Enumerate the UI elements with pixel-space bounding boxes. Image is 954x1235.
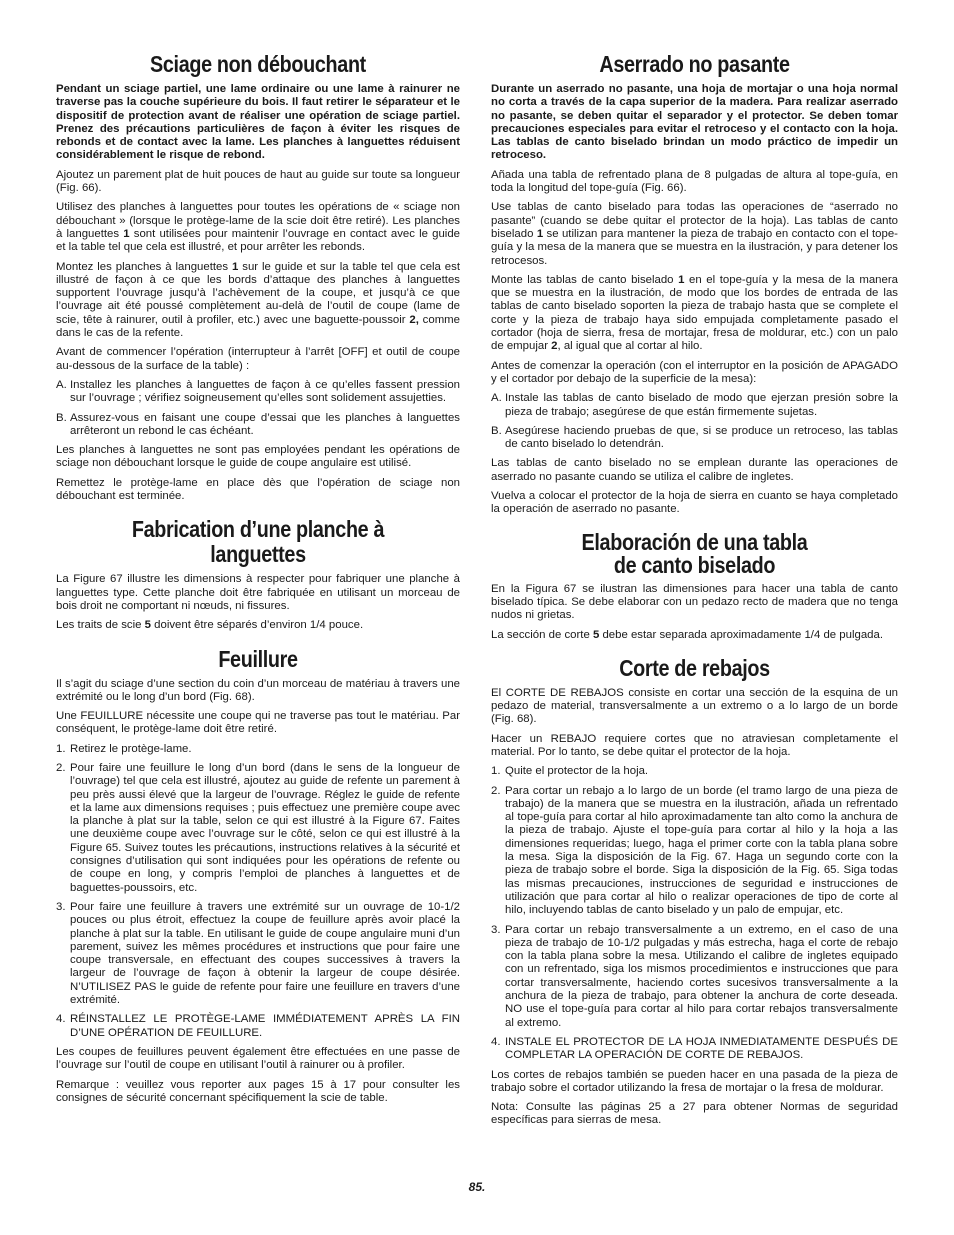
list-item (491, 392, 898, 419)
heading-fabrication-planche: Fabrication d’une planche à languettes (131, 516, 385, 568)
paragraph: Las tablas de canto biselado no se emplean durante las operaciones de aserrado no pasante cuando se utiliza el calibre de ingletes. (491, 457, 898, 483)
text: en el tope-guía y la mesa de la manera que se muestra en la ilustración, de modo que los bordes de entrada de las tablas de canto biselado soporten la pieza de trabajo hasta que se complete el corte y la pieza de trabajo haya sido empujada completamente pasado el cortador (hoja de sierra, fresa de mortajar, fresa de moldurar, etc.) con un palo de empujar (491, 273, 898, 353)
heading-corte-de-rebajos: Corte de rebajos (619, 654, 770, 681)
text: Utilisez des planches à languettes pour toutes les opérations de « sciage non débouchant » (lorsque le protège-lame de la scie doit être retiré). Les planches à languettes (56, 201, 460, 240)
list-marker: 3. (56, 900, 66, 913)
text: sont utilisées pour maintenir l’ouvrage en contact avec le guide et la table tel que cela est illustré, et pour arrêter les rebonds. (56, 227, 461, 254)
list-item (491, 765, 898, 778)
text: comme dans le cas de la refente. (56, 313, 461, 340)
list-item (491, 1036, 898, 1063)
heading-sciage-non-debouchant: Sciage non débouchant (150, 51, 366, 77)
list-text: Pour faire une feuillure le long d’un bord (dans le sens de la longueur de l’ouvrage) tel que cela est illustré, ajoutez au guide de refente un parement à peu près aussi élevé que la largeur de l’ouvrage. Réglez le guide de refente et la lame aux dimensions requises ; puis effectuez une première coupe avec la planche à plat sur la table, selon ce qui est illustré à la Figure 67. Faites une deuxième coupe avec l’ouvrage sur le côté, selon ce qui est illustré à la Figure 65. Suivez toutes les précautions, instructions relatives à la sécurité et consignes d’utilisation qui sont indiquées pour les opérations de refente ou de coupe en long, y compris l’emploi de planches à languettes et de baguettes-poussoirs, etc. (70, 761, 460, 894)
list-item (491, 924, 898, 1030)
paragraph: Antes de comenzar la operación (con el interruptor en la posición de APAGADO y el cortador por debajo de la superficie de la mesa): (491, 359, 898, 385)
text: se utilizan para mantener la pieza de trabajo en contacto con el tope-guía y la mesa de la manera que se muestra en la ilustración, y para detener los retrocesos. (491, 227, 898, 267)
list-item (56, 743, 460, 756)
list-item (56, 1013, 460, 1040)
text: Monte las tablas de canto biselado (491, 273, 679, 286)
paragraph: Ajoutez un parement plat de huit pouces de haut au guide sur toute sa longueur (Fig. 66). (56, 168, 460, 195)
callout-number: 1 (232, 260, 239, 273)
list-text: Installez les planches à languettes de façon à ce qu’elles fassent pression sur l’ouvrage ; vérifiez soigneusement qu’elles sont solidement assujetties. (70, 378, 460, 405)
callout-number: 2, (409, 313, 419, 326)
heading-line: de canto biselado (613, 551, 776, 578)
paragraph: Les coupes de feuillures peuvent également être effectuées en une passe de l’ouvrage sur l’outil de coupe en utilisant l’outil à rainurer ou à profiler. (56, 1045, 460, 1072)
paragraph (491, 201, 898, 267)
list-marker: 4. (491, 1035, 501, 1048)
steps-list (491, 765, 898, 1062)
steps-list (491, 392, 898, 451)
callout-number: 5 (144, 619, 151, 632)
heading-elaboracion-tabla (519, 528, 869, 578)
paragraph: El CORTE DE REBAJOS consiste en cortar una sección de la esquina de un pedazo de material, transversalmente a un extremo o a lo largo de un borde (Fig. 68). (491, 686, 898, 726)
list-marker: B. (56, 411, 67, 424)
list-marker: 3. (491, 923, 501, 936)
list-item (56, 379, 460, 406)
list-text: Para cortar un rebajo a lo largo de un borde (el tramo largo de una pieza de trabajo) de la manera que se muestra en la ilustración, añada un refrentado al tope-guía para cortar al hilo aproximadamente tan alto como la anchura de la pieza de trabajo. Ajuste el tope-guía para cortar al hilo y la hoja a las dimensiones requeridas; luego, haga el primer corte con la tabla plana sobre la mesa. Siga la disposición de la Fig. 67. Haga un segundo corte con la pieza de trabajo sobre el borde. Siga la disposición de la Fig. 65. Siga todas las mismas precauciones, instrucciones de seguridad e instrucciones de utilización que para cortar al hilo o realizar operaciones de tipo de corte al hilo, incluyendo tablas de canto biselado y un palo de empujar, etc. (505, 784, 898, 917)
list-item (56, 901, 460, 1007)
paragraph: Il s’agit du sciage d’une section du coin d’un morceau de matériau à travers une extrémité ou le long d’un bord (Fig. 68). (56, 677, 460, 703)
list-marker: 1. (56, 742, 66, 755)
list-marker: 1. (491, 765, 501, 778)
paragraph: En la Figura 67 se ilustran las dimensiones para hacer una tabla de canto biselado típica. Se debe elaborar con un pedazo recto de madera que no tenga nudos ni grietas. (491, 582, 898, 622)
callout-number: 2 (551, 340, 558, 353)
paragraph: Nota: Consulte las páginas 25 a 27 para obtener Normas de seguridad específicas para sierras de mesa. (491, 1101, 898, 1127)
paragraph (56, 261, 460, 341)
callout-number: 1 (678, 273, 685, 286)
paragraph: Les planches à languettes ne sont pas employées pendant les opérations de sciage non débouchant lorsque le guide de coupe angulaire est utilisé. (56, 444, 460, 470)
paragraph (491, 274, 898, 354)
text: Montez les planches à languettes (56, 260, 232, 273)
heading-line: Elaboración de una tabla (581, 528, 808, 555)
list-text: INSTALE EL PROTECTOR DE LA HOJA INMEDIATAMENTE DESPUÉS DE COMPLETAR LA OPERACIÓN DE CORTE DE REBAJOS. (505, 1035, 898, 1062)
list-marker: A. (56, 378, 67, 391)
page-number: 85. (468, 1180, 486, 1194)
list-item (56, 412, 460, 439)
list-text: Instale las tablas de canto biselado de modo que ejerzan presión sobre la pieza de trabajo; asegúrese de que están firmemente sujetas. (505, 392, 898, 418)
warning-paragraph: Pendant un sciage partiel, une lame ordinaire ou une lame à rainurer ne traverse pas la couche supérieure du bois. Il faut retirer le séparateur et le dispositif de protection avant de réaliser une opération de sciage partiel. Prenez des précautions particulières de façon à éviter les risques de rebonds et de contact avec la lame. Les planches à languettes réduisent considérablement le risque de rebond. (56, 83, 460, 162)
list-marker: B. (491, 424, 502, 437)
list-marker: 2. (56, 761, 66, 774)
paragraph (56, 201, 460, 254)
spanish-column (491, 52, 898, 1134)
text: Use tablas de canto biselado para todas las operaciones de “aserrado no pasante” (cuando se debe quitar el protector de la hoja). Las tablas de canto biselado (491, 201, 898, 240)
list-text: Pour faire une feuillure à travers une extrémité sur un ouvrage de 10-1/2 pouces ou plus étroit, effectuez la coupe de feuillure après avoir placé la planche à plat sur la table. En utilisant le guide de coupe angulaire muni d’un parement, suivez les mêmes procédures et instructions que pour faire une coupe transversale, en effectuant des coupes successives à travers la largeur de l’ouvrage de façon à obtenir la largeur de coupe désirée. N’UTILISEZ PAS le guide de refente pour faire une feuillure en travers d’une extrémité. (70, 900, 460, 1007)
paragraph: Remarque : veuillez vous reporter aux pages 15 à 17 pour consulter les consignes de sécurité concernant spécifiquement la scie de table. (56, 1078, 460, 1104)
list-text: Assurez-vous en faisant une coupe d’essai que les planches à languettes arrêteront un rebond le cas échéant. (70, 411, 460, 437)
list-text: Retirez le protège-lame. (70, 742, 192, 755)
paragraph: Vuelva a colocar el protector de la hoja de sierra en cuanto se haya completado la operación de aserrado no pasante. (491, 490, 898, 516)
text: doivent être séparés d’environ 1/4 pouce. (150, 619, 364, 632)
text: debe estar separada aproximadamente 1/4 de pulgada. (599, 628, 883, 641)
paragraph: Remettez le protège-lame en place dès que l’opération de sciage non débouchant est terminée. (56, 476, 460, 503)
list-text: RÉINSTALLEZ LE PROTÈGE-LAME IMMÉDIATEMENT APRÈS LA FIN D’UNE OPÉRATION DE FEUILLURE. (70, 1013, 460, 1039)
steps-list (56, 379, 460, 438)
paragraph (491, 629, 898, 642)
text: , al igual que al cortar al hilo. (557, 340, 703, 353)
paragraph: Añada una tabla de refrentado plana de 8 pulgadas de altura al tope-guía, en toda la longitud del tope-guía (Fig. 66). (491, 168, 898, 195)
callout-number: 5 (592, 628, 600, 641)
paragraph: Hacer un REBAJO requiere cortes que no atraviesan completamente el material. Por lo tanto, se debe quitar el protector de la hoja. (491, 732, 898, 758)
steps-list (56, 743, 460, 1040)
list-item (491, 785, 898, 918)
list-marker: 4. (56, 1013, 66, 1026)
text: Les traits de scie (56, 619, 145, 632)
list-marker: 2. (491, 784, 501, 797)
list-marker: A. (491, 392, 502, 405)
list-text: Asegúrese haciendo pruebas de que, si se produce un retroceso, las tablas de canto biselado lo detendrán. (505, 424, 898, 451)
text: sur le guide et sur la table tel que cela est illustré de façon à ce que les bords d’attaque des planches à languettes supportent l’ouvrage jusqu’à l’achèvement de la coupe, et jusqu’à ce que l’ouvrage ait été poussé complètement au-delà de l’outil de coupe (lame de scie, tête à rainurer, outil à profiler, etc.) avec une baguette-poussoir (56, 260, 461, 326)
heading-feuillure: Feuillure (218, 645, 298, 672)
paragraph (56, 619, 460, 632)
list-text: Para cortar un rebajo transversalmente a un extremo, en el caso de una pieza de trabajo de 10-1/2 pulgadas y más estrecha, haga el corte de rebajo con la tabla plana sobre la mesa. Utilizando el calibre de ingletes equipado con un refrentado, siga los mismos procedimientos e instrucciones que para cortar transversalmente, haciendo cortes sucesivos transversalmente a la anchura de la pieza de trabajo, para obtener la anchura de corte deseada. NO use el tope-guía para cortar al hilo para cortar rebajos transversalmente al extremo. (505, 923, 898, 1029)
list-text: Quite el protector de la hoja. (505, 765, 649, 778)
heading-aserrado-no-pasante: Aserrado no pasante (599, 51, 790, 77)
callout-number: 1 (536, 227, 544, 240)
paragraph: La Figure 67 illustre les dimensions à respecter pour fabriquer une planche à languettes type. Cette planche doit être fabriquée en utilisant un morceau de bois droit ne comportant ni nœuds, ni fissures. (56, 573, 460, 612)
list-item (491, 425, 898, 452)
text: La sección de corte (491, 628, 593, 641)
paragraph: Avant de commencer l’opération (interrupteur à l’arrêt [OFF] et outil de coupe au-dessous de la surface de la table) : (56, 346, 460, 372)
paragraph: Une FEUILLURE nécessite une coupe qui ne traverse pas tout le matériau. Par conséquent, le protège-lame doit être retiré. (56, 710, 460, 736)
warning-paragraph: Durante un aserrado no pasante, una hoja de mortajar o una hoja normal no corta a través de la capa superior de la madera. Para realizar aserrado no pasante, se deben quitar el separador y el protector. Se deben tomar precauciones especiales para evitar el retroceso y el contacto con la hoja. Las tablas de canto biselado brindan un modo práctico de impedir un retroceso. (491, 83, 898, 162)
callout-number: 1 (123, 227, 130, 240)
french-column (56, 52, 460, 1111)
paragraph: Los cortes de rebajos también se pueden hacer en una pasada de la pieza de trabajo sobre el cortador utilizando la fresa de mortajar o la fresa de moldurar. (491, 1068, 898, 1094)
list-item (56, 762, 460, 895)
